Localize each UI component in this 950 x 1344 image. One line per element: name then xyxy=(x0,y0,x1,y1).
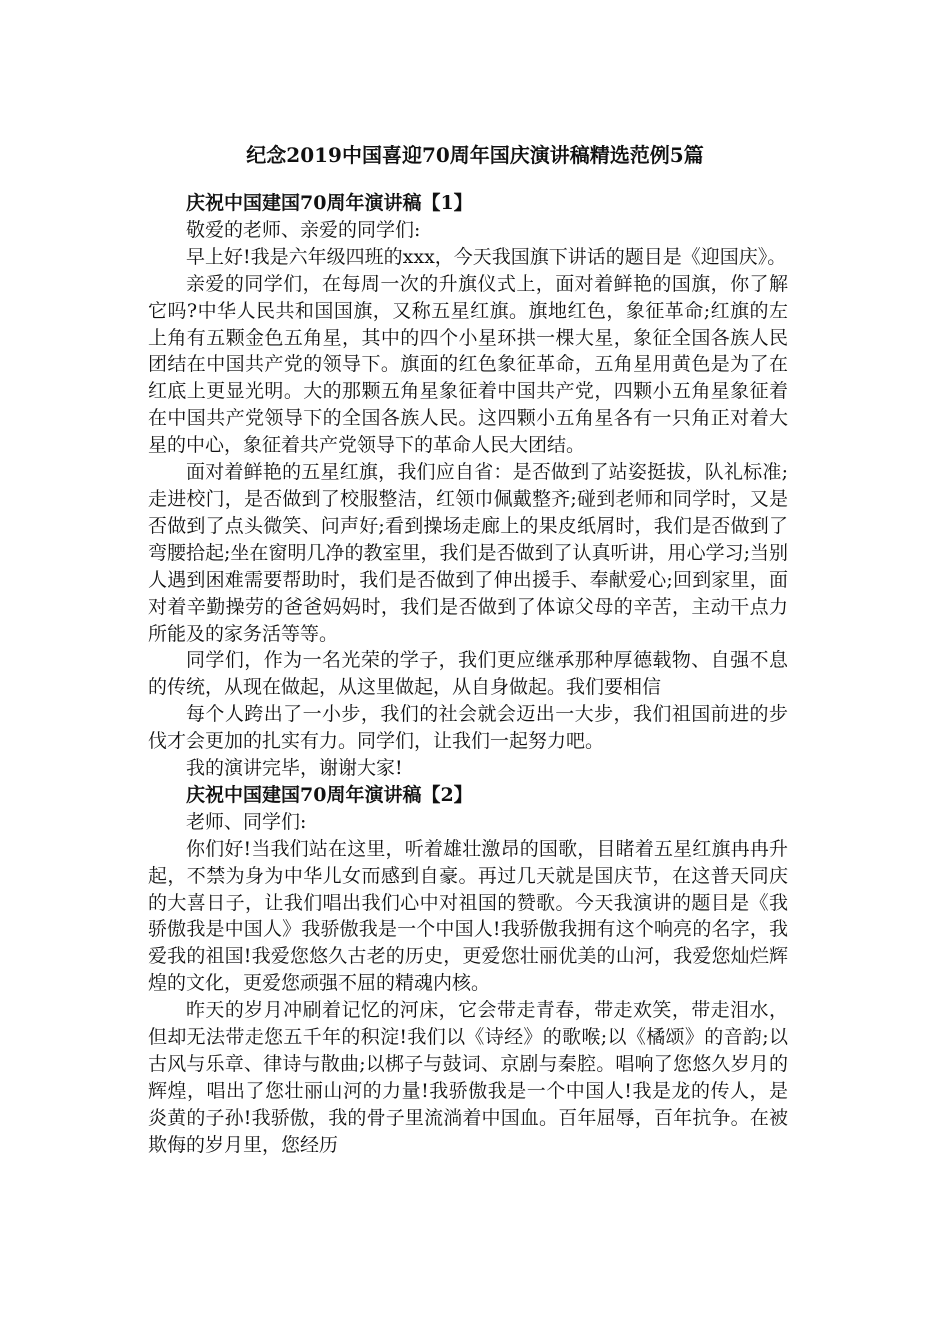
speech-1-closing: 我的演讲完毕，谢谢大家! xyxy=(186,757,403,780)
speech-1-paragraph: 每个人跨出了一小步，我们的社会就会迈出一大步，我们祖国前进的步伐才会更加的扎实有力。同学们，让我们一起努力吧。 xyxy=(148,703,788,753)
speech-1-paragraph: 面对着鲜艳的五星红旗，我们应自省：是否做到了站姿挺拔，队礼标准;走进校门，是否做到了校服整洁，红领巾佩戴整齐;碰到老师和同学时，又是否做到了点头微笑、问声好;看到操场走廊上的果皮纸屑时，我们是否做到了弯腰拾起;坐在窗明几净的教室里，我们是否做到了认真听讲，用心学习;当别人遇到困难需要帮助时，我们是否做到了伸出援手、奉献爱心;回到家里，面对着辛勤操劳的爸爸妈妈时，我们是否做到了体谅父母的辛苦，主动干点力所能及的家务活等等。 xyxy=(148,461,788,645)
speech-2-paragraph: 昨天的岁月冲刷着记忆的河床，它会带走青春，带走欢笑，带走泪水，但却无法带走您五千年的积淀!我们以《诗经》的歌喉;以《橘颂》的音韵;以古风与乐章、律诗与散曲;以梆子与鼓词、京剧与秦腔。唱响了您悠久岁月的辉煌，唱出了您壮丽山河的力量!我骄傲我是一个中国人!我是龙的传人，是炎黄的子孙!我骄傲，我的骨子里流淌着中国血。百年屈辱，百年抗争。在被欺侮的岁月里，您经历 xyxy=(148,999,788,1156)
document-body xyxy=(148,190,788,1159)
speech-1-paragraph: 同学们，作为一名光荣的学子，我们更应继承那种厚德载物、自强不息的传统，从现在做起，从这里做起，从自身做起。我们要相信 xyxy=(148,649,788,699)
speech-1-greeting: 敬爱的老师、亲爱的同学们: xyxy=(186,218,421,241)
document-title: 纪念2019中国喜迎70周年国庆演讲稿精选范例5篇 xyxy=(246,143,704,167)
speech-1-paragraph: 早上好!我是六年级四班的xxx，今天我国旗下讲话的题目是《迎国庆》。 xyxy=(186,245,787,268)
speech-2-paragraph: 你们好!当我们站在这里，听着雄壮激昂的国歌，目睹着五星红旗冉冉升起，不禁为身为中华儿女而感到自豪。再过几天就是国庆节，在这普天同庆的大喜日子，让我们唱出我们心中对祖国的赞歌。今天我演讲的题目是《我骄傲我是中国人》我骄傲我是一个中国人!我骄傲我拥有这个响亮的名字，我爱我的祖国!我爱您悠久古老的历史，更爱您壮丽优美的山河，我爱您灿烂辉煌的文化，更爱您顽强不屈的精魂内核。 xyxy=(148,837,788,995)
speech-1-heading: 庆祝中国建国70周年演讲稿【1】 xyxy=(186,192,473,214)
speech-2 xyxy=(148,782,788,1159)
speech-1 xyxy=(148,190,788,782)
speech-2-greeting: 老师、同学们: xyxy=(186,810,307,833)
speech-2-heading: 庆祝中国建国70周年演讲稿【2】 xyxy=(186,783,473,806)
speech-1-paragraph: 亲爱的同学们，在每周一次的升旗仪式上，面对着鲜艳的国旗，你了解它吗?中华人民共和国国旗，又称五星红旗。旗地红色，象征革命;红旗的左上角有五颗金色五角星，其中的四个小星环拱一棵大星，象征全国各族人民团结在中国共产党的领导下。旗面的红色象征革命，五角星用黄色是为了在红底上更显光明。大的那颗五角星象征着中国共产党，四颗小五角星象征着在中国共产党领导下的全国各族人民。这四颗小五角星各有一只角正对着大星的中心，象征着共产党领导下的革命人民大团结。 xyxy=(148,272,788,457)
